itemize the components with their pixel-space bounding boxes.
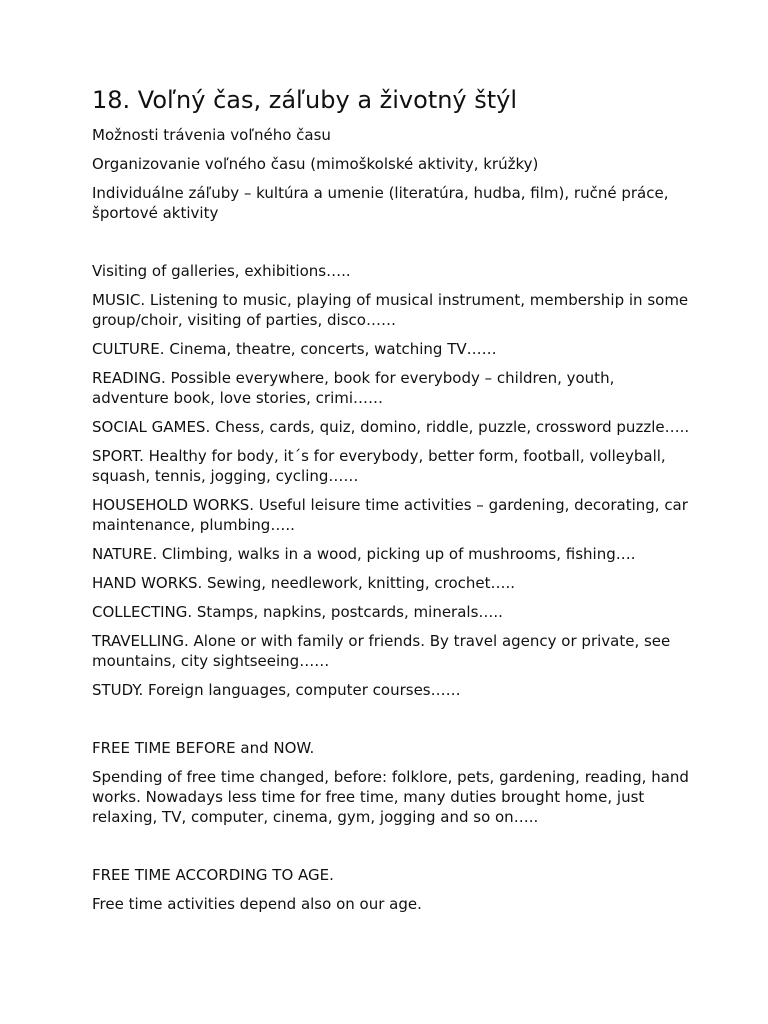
- activity-paragraph: HOUSEHOLD WORKS. Useful leisure time activities – gardening, decorating, car maintenance, plumbing…..: [92, 496, 688, 534]
- activity-paragraph: CULTURE. Cinema, theatre, concerts, watching TV……: [92, 340, 497, 358]
- before-now-heading: FREE TIME BEFORE and NOW.: [92, 739, 315, 757]
- section-spacer: [92, 836, 692, 865]
- activity-paragraph: HAND WORKS. Sewing, needlework, knitting, crochet…..: [92, 574, 516, 592]
- activity-paragraph: COLLECTING. Stamps, napkins, postcards, minerals…..: [92, 603, 503, 621]
- section-spacer: [92, 709, 692, 738]
- activity-paragraph: Visiting of galleries, exhibitions…..: [92, 262, 351, 280]
- age-text: Free time activities depend also on our age.: [92, 895, 422, 913]
- activity-paragraph: NATURE. Climbing, walks in a wood, picking up of mushrooms, fishing….: [92, 545, 636, 563]
- document-page: [92, 84, 692, 923]
- activity-paragraph: READING. Possible everywhere, book for everybody – children, youth, adventure book, love stories, crimi……: [92, 369, 615, 407]
- activity-paragraph: SOCIAL GAMES. Chess, cards, quiz, domino, riddle, puzzle, crossword puzzle…..: [92, 418, 690, 436]
- intro-line: Individuálne záľuby – kultúra a umenie (literatúra, hudba, film), ručné práce, športové aktivity: [92, 184, 669, 222]
- document-title: 18. Voľný čas, záľuby a životný štýl: [92, 86, 518, 114]
- intro-line: Možnosti trávenia voľného času: [92, 126, 331, 144]
- intro-line: Organizovanie voľného času (mimoškolské aktivity, krúžky): [92, 155, 539, 173]
- section-spacer: [92, 232, 692, 261]
- activity-paragraph: TRAVELLING. Alone or with family or friends. By travel agency or private, see mountains, city sightseeing……: [92, 632, 671, 670]
- age-heading: FREE TIME ACCORDING TO AGE.: [92, 866, 334, 884]
- activity-paragraph: MUSIC. Listening to music, playing of musical instrument, membership in some group/choir, visiting of parties, disco……: [92, 291, 689, 329]
- activity-paragraph: STUDY. Foreign languages, computer courses……: [92, 681, 461, 699]
- before-now-text: Spending of free time changed, before: folklore, pets, gardening, reading, hand works. Nowadays less time for free time, many duties brought home, just relaxing, TV, computer, cinema, gym, jogging and so on…..: [92, 768, 689, 826]
- activity-paragraph: SPORT. Healthy for body, it´s for everybody, better form, football, volleyball, squash, tennis, jogging, cycling……: [92, 447, 666, 485]
